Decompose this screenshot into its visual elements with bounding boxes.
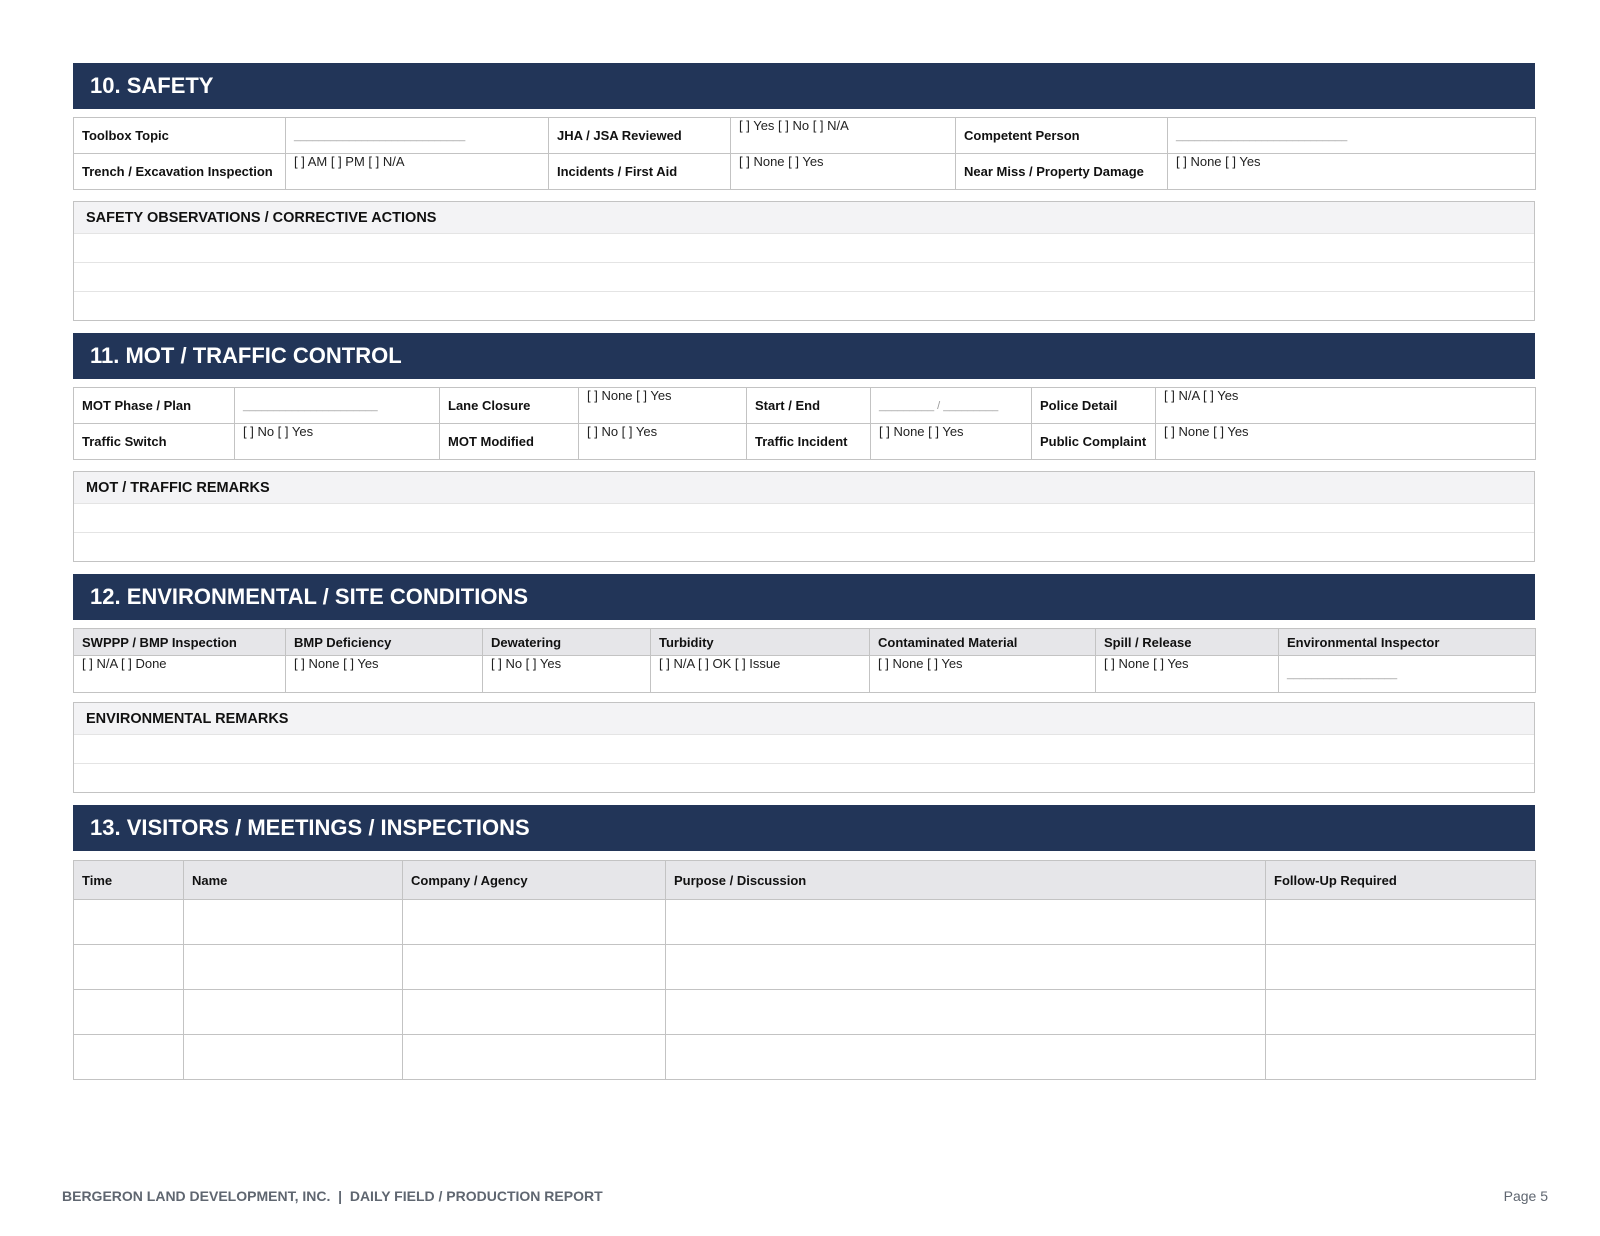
section-header-environmental: 12. ENVIRONMENTAL / SITE CONDITIONS bbox=[73, 574, 1535, 620]
column-header: Follow-Up Required bbox=[1266, 861, 1536, 900]
field-label: Traffic Switch bbox=[74, 424, 235, 460]
section-header-safety: 10. SAFETY bbox=[73, 63, 1535, 109]
table-cell[interactable] bbox=[666, 945, 1266, 990]
remarks-line[interactable] bbox=[74, 503, 1534, 532]
near-miss-field[interactable]: [ ] None [ ] Yes bbox=[1168, 154, 1536, 190]
environmental-inspector-field[interactable]: __________________ bbox=[1279, 656, 1536, 693]
field-label: Toolbox Topic bbox=[74, 118, 286, 154]
section-header-mot: 11. MOT / TRAFFIC CONTROL bbox=[73, 333, 1535, 379]
column-header: BMP Deficiency bbox=[286, 629, 483, 656]
remarks-line[interactable] bbox=[74, 763, 1534, 792]
table-row bbox=[74, 990, 1536, 1035]
column-header: Environmental Inspector bbox=[1279, 629, 1536, 656]
table-row bbox=[74, 1035, 1536, 1080]
police-detail-field[interactable]: [ ] N/A [ ] Yes bbox=[1156, 388, 1536, 424]
table-cell[interactable] bbox=[1266, 900, 1536, 945]
remarks-line[interactable] bbox=[74, 262, 1534, 291]
toolbox-topic-field[interactable]: ____________________________ bbox=[286, 118, 549, 154]
table-row bbox=[74, 118, 1536, 154]
remarks-line[interactable] bbox=[74, 532, 1534, 561]
table-cell[interactable] bbox=[1266, 1035, 1536, 1080]
table-row bbox=[74, 900, 1536, 945]
table-cell[interactable] bbox=[666, 900, 1266, 945]
table-cell[interactable] bbox=[184, 900, 403, 945]
table-cell[interactable] bbox=[74, 900, 184, 945]
turbidity-field[interactable]: [ ] N/A [ ] OK [ ] Issue bbox=[651, 656, 870, 693]
field-label: Public Complaint bbox=[1032, 424, 1156, 460]
field-label: Start / End bbox=[747, 388, 871, 424]
table-row bbox=[74, 945, 1536, 990]
field-label: MOT Modified bbox=[440, 424, 579, 460]
mot-remarks-box[interactable] bbox=[73, 471, 1535, 562]
table-cell[interactable] bbox=[403, 900, 666, 945]
swppp-inspection-field[interactable]: [ ] N/A [ ] Done bbox=[74, 656, 286, 693]
table-row bbox=[74, 154, 1536, 190]
table-cell[interactable] bbox=[184, 945, 403, 990]
column-header: Contaminated Material bbox=[870, 629, 1096, 656]
remarks-line[interactable] bbox=[74, 233, 1534, 262]
field-label: JHA / JSA Reviewed bbox=[549, 118, 731, 154]
field-label: Trench / Excavation Inspection bbox=[74, 154, 286, 190]
column-header: SWPPP / BMP Inspection bbox=[74, 629, 286, 656]
table-cell[interactable] bbox=[74, 990, 184, 1035]
footer-company: BERGERON LAND DEVELOPMENT, INC. | DAILY FIELD / PRODUCTION REPORT bbox=[62, 1188, 603, 1204]
remarks-line[interactable] bbox=[74, 291, 1534, 320]
mot-modified-field[interactable]: [ ] No [ ] Yes bbox=[579, 424, 747, 460]
table-cell[interactable] bbox=[74, 1035, 184, 1080]
column-header: Spill / Release bbox=[1096, 629, 1279, 656]
safety-remarks-box[interactable] bbox=[73, 201, 1535, 321]
remarks-title: SAFETY OBSERVATIONS / CORRECTIVE ACTIONS bbox=[74, 202, 1534, 233]
table-row bbox=[74, 629, 1536, 656]
contaminated-material-field[interactable]: [ ] None [ ] Yes bbox=[870, 656, 1096, 693]
table-cell[interactable] bbox=[74, 945, 184, 990]
traffic-switch-field[interactable]: [ ] No [ ] Yes bbox=[235, 424, 440, 460]
page-number: Page 5 bbox=[1503, 1188, 1548, 1204]
remarks-line[interactable] bbox=[74, 734, 1534, 763]
table-row bbox=[74, 424, 1536, 460]
section-header-visitors: 13. VISITORS / MEETINGS / INSPECTIONS bbox=[73, 805, 1535, 851]
mot-phase-field[interactable]: ______________________ bbox=[235, 388, 440, 424]
column-header: Time bbox=[74, 861, 184, 900]
lane-closure-field[interactable]: [ ] None [ ] Yes bbox=[579, 388, 747, 424]
table-cell[interactable] bbox=[1266, 990, 1536, 1035]
environmental-remarks-box[interactable] bbox=[73, 702, 1535, 793]
field-label: Incidents / First Aid bbox=[549, 154, 731, 190]
field-label: Traffic Incident bbox=[747, 424, 871, 460]
remarks-title: MOT / TRAFFIC REMARKS bbox=[74, 472, 1534, 503]
competent-person-field[interactable]: ____________________________ bbox=[1168, 118, 1536, 154]
visitors-table bbox=[73, 860, 1536, 1080]
field-label: Lane Closure bbox=[440, 388, 579, 424]
spill-release-field[interactable]: [ ] None [ ] Yes bbox=[1096, 656, 1279, 693]
table-cell[interactable] bbox=[1266, 945, 1536, 990]
safety-table bbox=[73, 117, 1536, 190]
table-row bbox=[74, 388, 1536, 424]
table-cell[interactable] bbox=[403, 945, 666, 990]
table-cell[interactable] bbox=[666, 1035, 1266, 1080]
jha-jsa-reviewed-field[interactable]: [ ] Yes [ ] No [ ] N/A bbox=[731, 118, 956, 154]
column-header: Name bbox=[184, 861, 403, 900]
field-label: MOT Phase / Plan bbox=[74, 388, 235, 424]
table-cell[interactable] bbox=[403, 990, 666, 1035]
column-header: Company / Agency bbox=[403, 861, 666, 900]
field-label: Near Miss / Property Damage bbox=[956, 154, 1168, 190]
field-label: Competent Person bbox=[956, 118, 1168, 154]
environmental-table bbox=[73, 628, 1536, 693]
public-complaint-field[interactable]: [ ] None [ ] Yes bbox=[1156, 424, 1536, 460]
mot-table bbox=[73, 387, 1536, 460]
bmp-deficiency-field[interactable]: [ ] None [ ] Yes bbox=[286, 656, 483, 693]
table-cell[interactable] bbox=[666, 990, 1266, 1035]
column-header: Dewatering bbox=[483, 629, 651, 656]
start-end-field[interactable]: _________ / _________ bbox=[871, 388, 1032, 424]
table-cell[interactable] bbox=[184, 1035, 403, 1080]
traffic-incident-field[interactable]: [ ] None [ ] Yes bbox=[871, 424, 1032, 460]
column-header: Purpose / Discussion bbox=[666, 861, 1266, 900]
table-cell[interactable] bbox=[403, 1035, 666, 1080]
table-row bbox=[74, 656, 1536, 693]
incidents-first-aid-field[interactable]: [ ] None [ ] Yes bbox=[731, 154, 956, 190]
table-cell[interactable] bbox=[184, 990, 403, 1035]
dewatering-field[interactable]: [ ] No [ ] Yes bbox=[483, 656, 651, 693]
table-row bbox=[74, 861, 1536, 900]
field-label: Police Detail bbox=[1032, 388, 1156, 424]
column-header: Turbidity bbox=[651, 629, 870, 656]
trench-inspection-field[interactable]: [ ] AM [ ] PM [ ] N/A bbox=[286, 154, 549, 190]
remarks-title: ENVIRONMENTAL REMARKS bbox=[74, 703, 1534, 734]
